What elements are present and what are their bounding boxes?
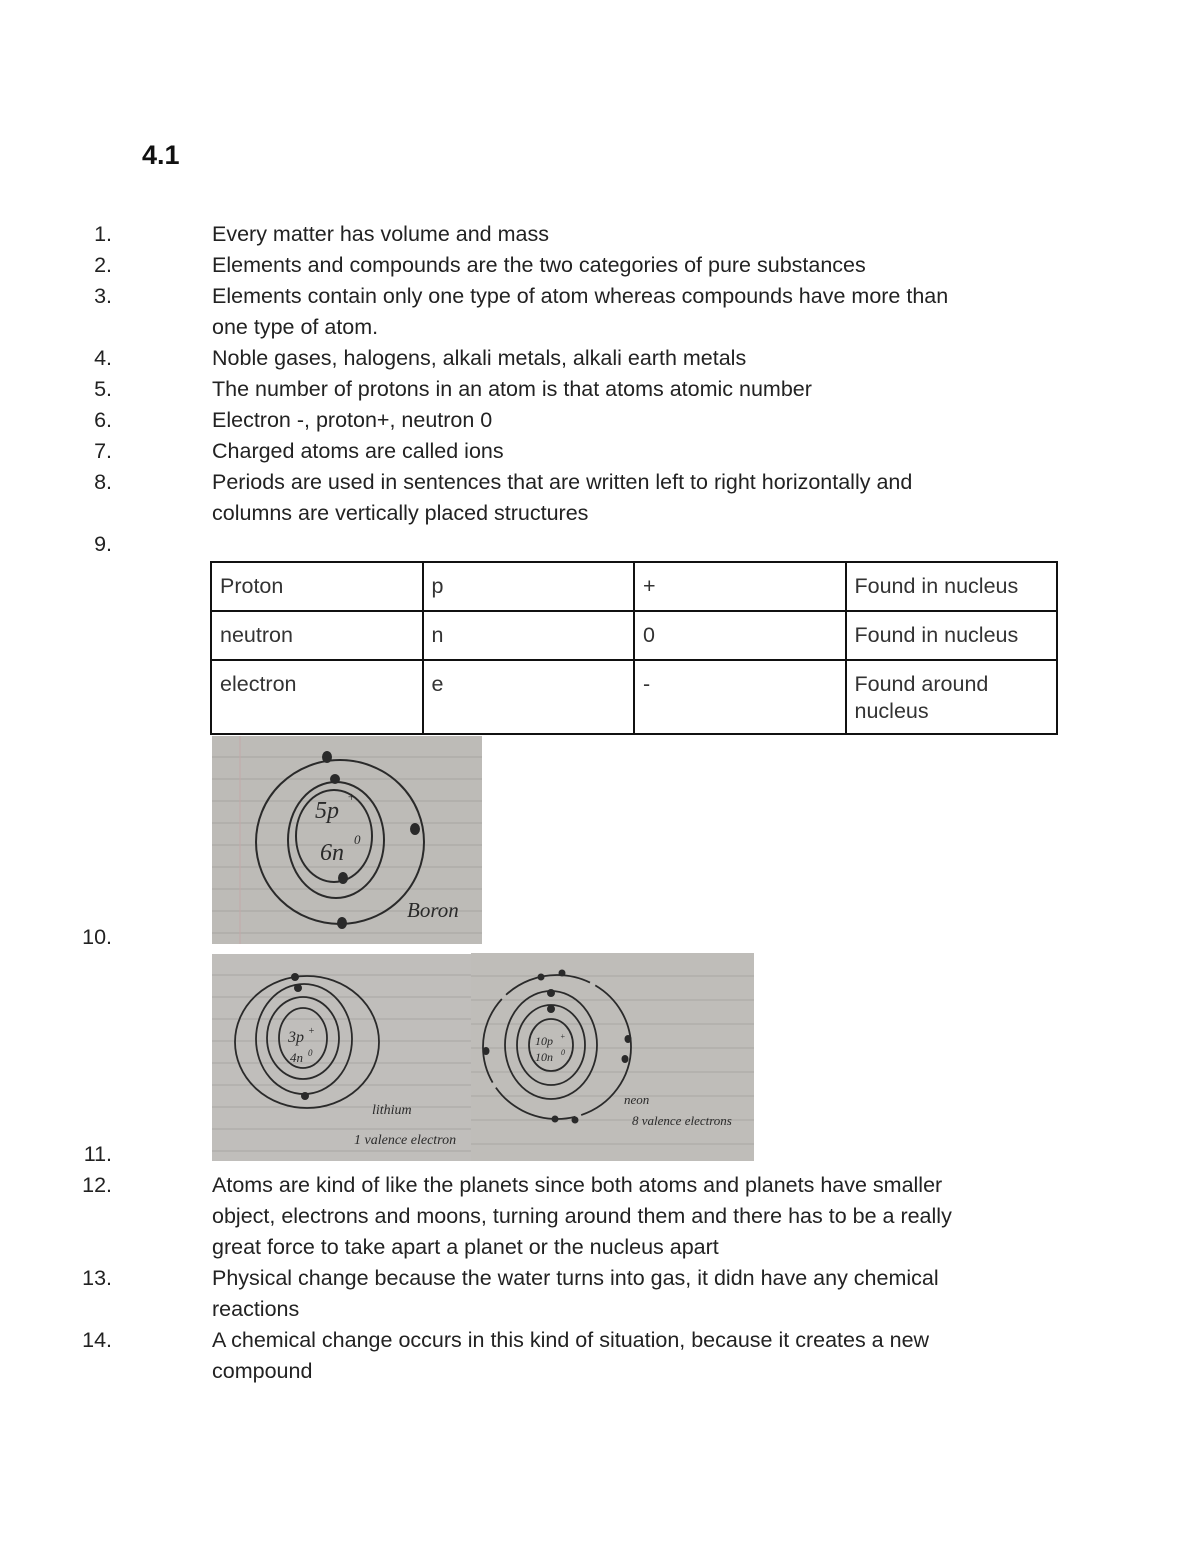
- list-text: great force to take apart a planet or the nucleus apart: [212, 1235, 719, 1259]
- list-text: Atoms are kind of like the planets since both atoms and planets have smaller: [212, 1173, 943, 1197]
- list-number: 3.: [94, 284, 112, 308]
- list-number: 11.: [83, 1142, 112, 1166]
- lithium-label: lithium: [372, 1103, 412, 1118]
- table-cell: electron: [211, 660, 423, 734]
- neon-protons-label: 10p: [535, 1034, 553, 1048]
- svg-text:0: 0: [354, 832, 361, 847]
- table-cell: Proton: [211, 562, 423, 611]
- list-number: 7.: [94, 439, 112, 463]
- list-number: 9.: [94, 532, 112, 556]
- particle-table: [210, 561, 1058, 735]
- list-text: The number of protons in an atom is that atoms atomic number: [212, 377, 812, 401]
- list-text: Periods are used in sentences that are written left to right horizontally and: [212, 470, 913, 494]
- page-title: 4.1: [142, 140, 180, 170]
- svg-text:+: +: [560, 1032, 566, 1041]
- list-text: reactions: [212, 1297, 300, 1321]
- table-cell: e: [423, 660, 635, 734]
- table-cell: 0: [634, 611, 846, 660]
- neon-note: 8 valence electrons: [632, 1113, 732, 1128]
- list-number: 4.: [94, 346, 112, 370]
- list-text: Every matter has volume and mass: [212, 222, 549, 246]
- table-cell: Found in nucleus: [846, 562, 1058, 611]
- svg-text:0: 0: [308, 1048, 313, 1058]
- lithium-note: 1 valence electron: [354, 1133, 457, 1148]
- list-text: one type of atom.: [212, 315, 379, 339]
- list-number: 13.: [82, 1266, 112, 1290]
- boron-protons-label: 5p: [315, 798, 339, 824]
- svg-text:+: +: [308, 1026, 315, 1037]
- list-text: Electron -, proton+, neutron 0: [212, 408, 493, 432]
- table-row: [211, 562, 1057, 611]
- table-row: [211, 660, 1057, 734]
- neon-label: neon: [624, 1092, 650, 1107]
- table-cell: +: [634, 562, 846, 611]
- list-text: A chemical change occurs in this kind of situation, because it creates a new: [212, 1328, 930, 1352]
- table-cell: Found in nucleus: [846, 611, 1058, 660]
- list-text: object, electrons and moons, turning around them and there has to be a really: [212, 1204, 952, 1228]
- neon-atom-drawing: [471, 953, 754, 1161]
- table-row: [211, 611, 1057, 660]
- svg-text:0: 0: [561, 1048, 565, 1057]
- table-cell: neutron: [211, 611, 423, 660]
- lithium-neutrons-label: 4n: [290, 1050, 303, 1065]
- list-number: 8.: [94, 470, 112, 494]
- list-number: 5.: [94, 377, 112, 401]
- table-cell: n: [423, 611, 635, 660]
- list-text: Noble gases, halogens, alkali metals, alkali earth metals: [212, 346, 747, 370]
- list-number: 12.: [82, 1173, 112, 1197]
- table-cell: Found around nucleus: [846, 660, 1058, 734]
- neon-neutrons-label: 10n: [535, 1050, 553, 1064]
- list-number: 14.: [82, 1328, 112, 1352]
- list-text: Elements and compounds are the two categories of pure substances: [212, 253, 866, 277]
- list-text: Charged atoms are called ions: [212, 439, 504, 463]
- list-number: 10.: [82, 925, 112, 949]
- svg-text:+: +: [347, 789, 356, 804]
- list-text: Physical change because the water turns into gas, it didn have any chemical: [212, 1266, 939, 1290]
- table-cell: -: [634, 660, 846, 734]
- list-text: Elements contain only one type of atom whereas compounds have more than: [212, 284, 949, 308]
- list-number: 6.: [94, 408, 112, 432]
- list-number: 1.: [94, 222, 112, 246]
- lithium-atom-drawing: [212, 954, 471, 1161]
- boron-neutrons-label: 6n: [320, 840, 344, 866]
- lithium-protons-label: 3p: [288, 1029, 304, 1046]
- table-cell: p: [423, 562, 635, 611]
- boron-label: Boron: [407, 898, 459, 922]
- boron-atom-drawing: [212, 736, 482, 944]
- list-text: compound: [212, 1359, 313, 1383]
- list-number: 2.: [94, 253, 112, 277]
- list-text: columns are vertically placed structures: [212, 501, 589, 525]
